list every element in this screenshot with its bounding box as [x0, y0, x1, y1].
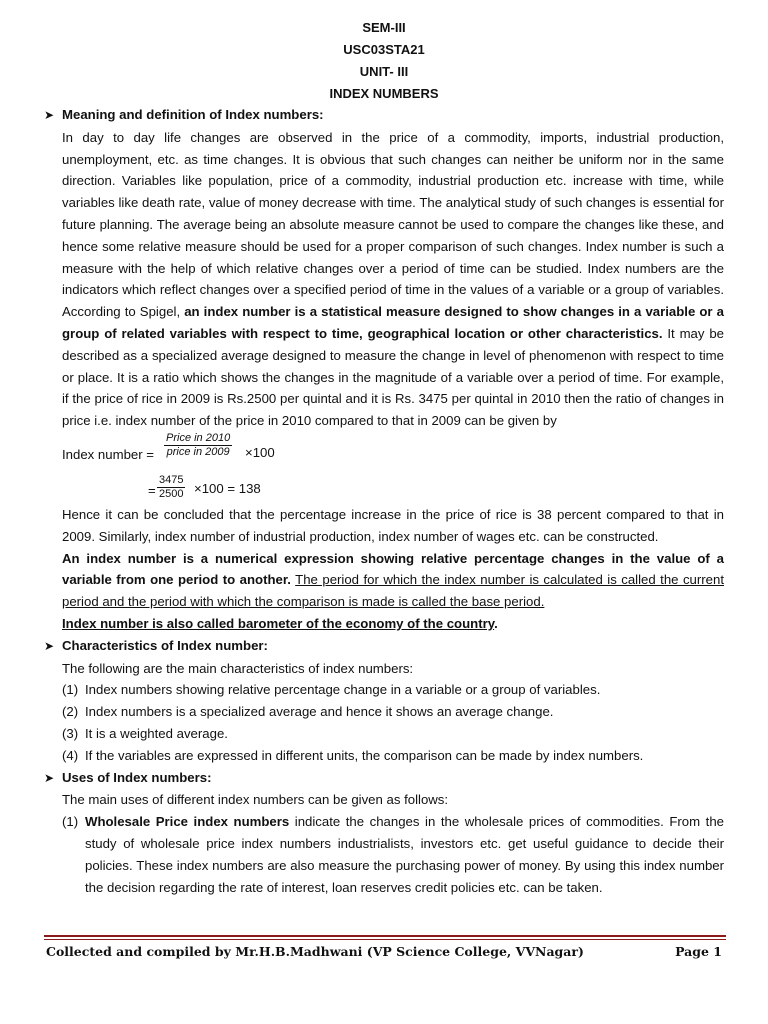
- paragraph-conclusion: Hence it can be concluded that the percentage increase in the price of rice is 38 percent compared to that in 2009. Similarly, index number of industrial production, index number of wages etc. can be constructed.: [62, 506, 724, 544]
- list-item: (4) If the variables are expressed in different units, the comparison can be made by index numbers.: [62, 747, 644, 763]
- calc-denominator: 2500: [159, 487, 184, 500]
- page-header: [0, 17, 768, 105]
- semester-label: SEM-III: [362, 20, 406, 35]
- unit-label: UNIT- III: [359, 64, 409, 79]
- formula-denominator: price in 2009: [166, 445, 230, 458]
- formula-index-number: Index number = Price in 2010 price in 2009 ×100: [62, 431, 275, 462]
- list-item: (3) It is a weighted average.: [62, 725, 228, 741]
- formula-numerator: Price in 2010: [166, 431, 231, 444]
- uses-intro: The main uses of different index numbers can be given as follows:: [62, 792, 449, 808]
- section-heading-characteristics: ➤ Characteristics of Index number:: [44, 635, 724, 658]
- paragraph-index-definition: An index number is a numerical expression showing relative percentage changes in the value of a variable from one period to another. The period for which the index number is calculated is called the current period and the period with which the comparison is made is called the base period.: [62, 550, 724, 610]
- formula-calculation: = $\frac{3475}{2500}$ ×100 = 138: [148, 473, 261, 500]
- list-item: (1) Wholesale Price index numbers indicate the changes in the wholesale prices of commodities. From the study of wholesale price index numbers industrialists, investors etc. get useful guidance to decide their policies. These index numbers are also measure the purchasing power of money. By using this index number the decision regarding the rate of interest, loan reserves credit policies etc. can be taken.: [62, 814, 724, 895]
- page-title: INDEX NUMBERS: [329, 86, 439, 101]
- footer-divider-thin: [44, 939, 726, 940]
- footer-credit: Collected and compiled by Mr.H.B.Madhwani (VP Science College, VVNagar): [46, 944, 584, 959]
- document-body: [44, 104, 724, 898]
- list-item: (1) Index numbers showing relative percentage change in a variable or a group of variables.: [62, 682, 601, 698]
- course-code: USC03STA21: [343, 42, 425, 57]
- calc-numerator: 3475: [159, 473, 184, 486]
- paragraph-definition: In day to day life changes are observed in the price of a commodity, imports, industrial production, unemployment, etc. as time changes. It is obvious that such changes can neither be uniform nor in the same direction. Variables like population, price of a commodity, industrial production etc. increase with time, while variables like death rate, value of money decrease with time. The analytical study of such changes is essential for future planning. The average being an absolute measure cannot be used to compare the changes like these, and hence some relative measure should be used for a proper comparison of such changes. Index number is such a measure with the help of which relative changes over a period of time can be studied. Index numbers are the indicators which reflect changes over a specified period of time in the values of a variable or a group of variables. According to Spigel, an index number is a statistical measure designed to show changes in a variable or a group of related variables with respect to time, geographical location or other characteristics. It may be described as a specialized average designed to measure the change in level of phenomenon with respect to time or place. It is a ratio which shows the changes in the magnitude of a variable over a period of time. For example, if the price of rice in 2009 is Rs.2500 per quintal and it is Rs. 3475 per quintal in 2010 then the ratio of changes in price i.e. index number of the price in 2010 compared to that in 2009 can be given by: [62, 129, 724, 429]
- arrow-bullet-icon: ➤: [44, 638, 55, 653]
- paragraph-barometer: Index number is also called barometer of the economy of the country.: [62, 615, 498, 631]
- arrow-bullet-icon: ➤: [44, 770, 55, 785]
- arrow-bullet-icon: ➤: [44, 108, 55, 122]
- section-heading-uses: ➤ Uses of Index numbers:: [44, 767, 724, 790]
- section-heading-meaning: ➤ Meaning and definition of Index numbers:: [44, 104, 724, 127]
- page-number: Page 1: [675, 944, 722, 959]
- characteristics-intro: The following are the main characteristics of index numbers:: [62, 660, 414, 676]
- footer-divider: [44, 935, 726, 937]
- list-item: (2) Index numbers is a specialized average and hence it shows an average change.: [62, 704, 554, 720]
